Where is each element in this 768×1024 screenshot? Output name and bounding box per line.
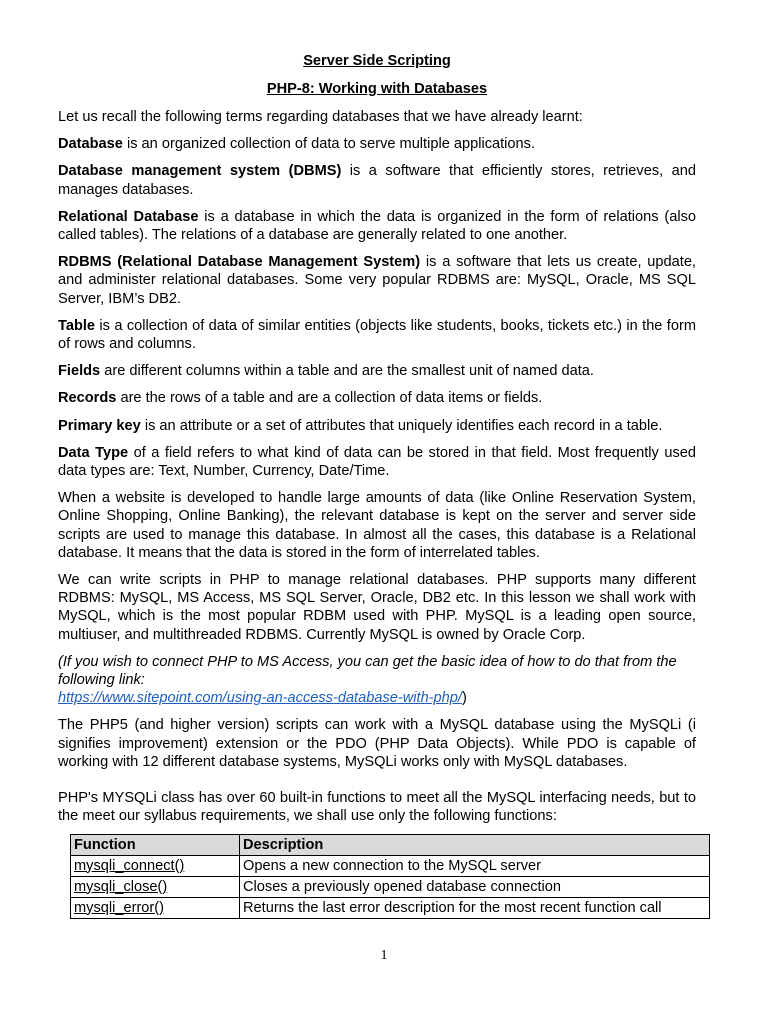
term-label: Records	[58, 390, 117, 407]
term-paragraph	[58, 362, 696, 380]
term-label: Fields	[58, 363, 101, 380]
mysqli-paragraph: PHP's MYSQLi class has over 60 built-in functions to meet all the MySQL interfacing needs, but to the meet our syllabus requirements, we shall use only the following functions:	[58, 790, 696, 825]
term-definition: is an organized collection of data to serve multiple applications.	[122, 136, 536, 153]
functions-table	[70, 834, 710, 919]
term-label: Data Type	[58, 444, 129, 461]
term-paragraph	[58, 208, 696, 244]
php-paragraph: We can write scripts in PHP to manage relational databases. PHP supports many different RDBMS: MySQL, MS Access, MS SQL Server, Oracle, DB2 etc. In this lesson we shall work with MySQL, which is the most popular RDBM used with PHP. MySQL is a leading open source, multiuser, and multithreaded RDBMS. Currently MySQL is owned by Oracle Corp.	[58, 572, 696, 643]
term-paragraph	[58, 444, 696, 480]
term-paragraph	[58, 253, 696, 308]
sitepoint-link[interactable]: https://www.sitepoint.com/using-an-access-database-with-php/	[58, 690, 462, 707]
term-label: Database	[58, 136, 123, 153]
website-paragraph: When a website is developed to handle large amounts of data (like Online Reservation System, Online Shopping, Online Banking), the relevant database is kept on the server and server side scripts are used to manage this database. In almost all the cases, this database is a Relational database. It means that the data is stored in the form of interrelated tables.	[58, 490, 696, 561]
document-title: Server Side Scripting	[303, 53, 451, 69]
php5-paragraph: The PHP5 (and higher version) scripts can work with a MySQL database using the MySQLi (i signifies improvement) extension or the PDO (PHP Data Objects). While PDO is capable of working with 12 different database systems, MySQLi works only with MySQL databases.	[58, 717, 696, 770]
term-definition: is a software that lets us create, update, and administer relational databases. Some very popular RDBMS are: MySQL, Oracle, MS SQL Server, IBM’s DB2.	[58, 254, 696, 307]
header-function: Function	[71, 834, 240, 855]
function-description: Returns the last error description for the most recent function call	[240, 897, 710, 918]
function-description: Closes a previously opened database connection	[240, 876, 710, 897]
access-note	[58, 653, 696, 708]
function-description: Opens a new connection to the MySQL server	[240, 855, 710, 876]
term-paragraph	[58, 135, 696, 153]
document-subtitle: PHP-8: Working with Databases	[266, 81, 488, 97]
function-name: mysqli_error()	[71, 897, 240, 918]
term-definition: is an attribute or a set of attributes that uniquely identifies each record in a table.	[140, 417, 663, 434]
term-label: RDBMS (Relational Database Management System)	[58, 254, 421, 271]
function-name: mysqli_connect()	[71, 855, 240, 876]
table-row	[71, 876, 710, 897]
term-paragraph	[58, 162, 696, 198]
term-paragraph	[58, 417, 696, 435]
term-label: Primary key	[58, 417, 141, 434]
document-page	[58, 52, 696, 919]
term-label: Database management system (DBMS)	[58, 163, 342, 180]
page-number: 1	[380, 948, 388, 963]
term-definition: are the rows of a table and are a collection of data items or fields.	[116, 390, 543, 407]
term-definition: is a database in which the data is organized in the form of relations (also called tables). The relations of a database are generally related to one another.	[58, 208, 696, 244]
access-note-text: (If you wish to connect PHP to MS Access, you can get the basic idea of how to do that from the following link:	[58, 653, 677, 689]
header-description: Description	[240, 834, 710, 855]
term-label: Table	[58, 317, 96, 334]
term-paragraph	[58, 317, 696, 353]
function-name: mysqli_close()	[71, 876, 240, 897]
term-definition: is a software that efficiently stores, retrieves, and manages databases.	[58, 163, 696, 198]
table-row	[71, 855, 710, 876]
term-definition: are different columns within a table and are the smallest unit of named data.	[100, 363, 594, 380]
table-row	[71, 897, 710, 918]
term-label: Relational Database	[58, 208, 199, 225]
intro-paragraph: Let us recall the following terms regarding databases that we have already learnt:	[58, 109, 583, 125]
term-definition: of a field refers to what kind of data can be stored in that field. Most frequently used data types are: Text, Number, Currency, Date/Time.	[58, 444, 696, 480]
table-header-row	[71, 834, 710, 855]
term-definition: is a collection of data of similar entities (objects like students, books, tickets etc.) in the form of rows and columns.	[58, 317, 696, 353]
access-note-close: )	[461, 690, 467, 707]
term-paragraph	[58, 389, 696, 407]
